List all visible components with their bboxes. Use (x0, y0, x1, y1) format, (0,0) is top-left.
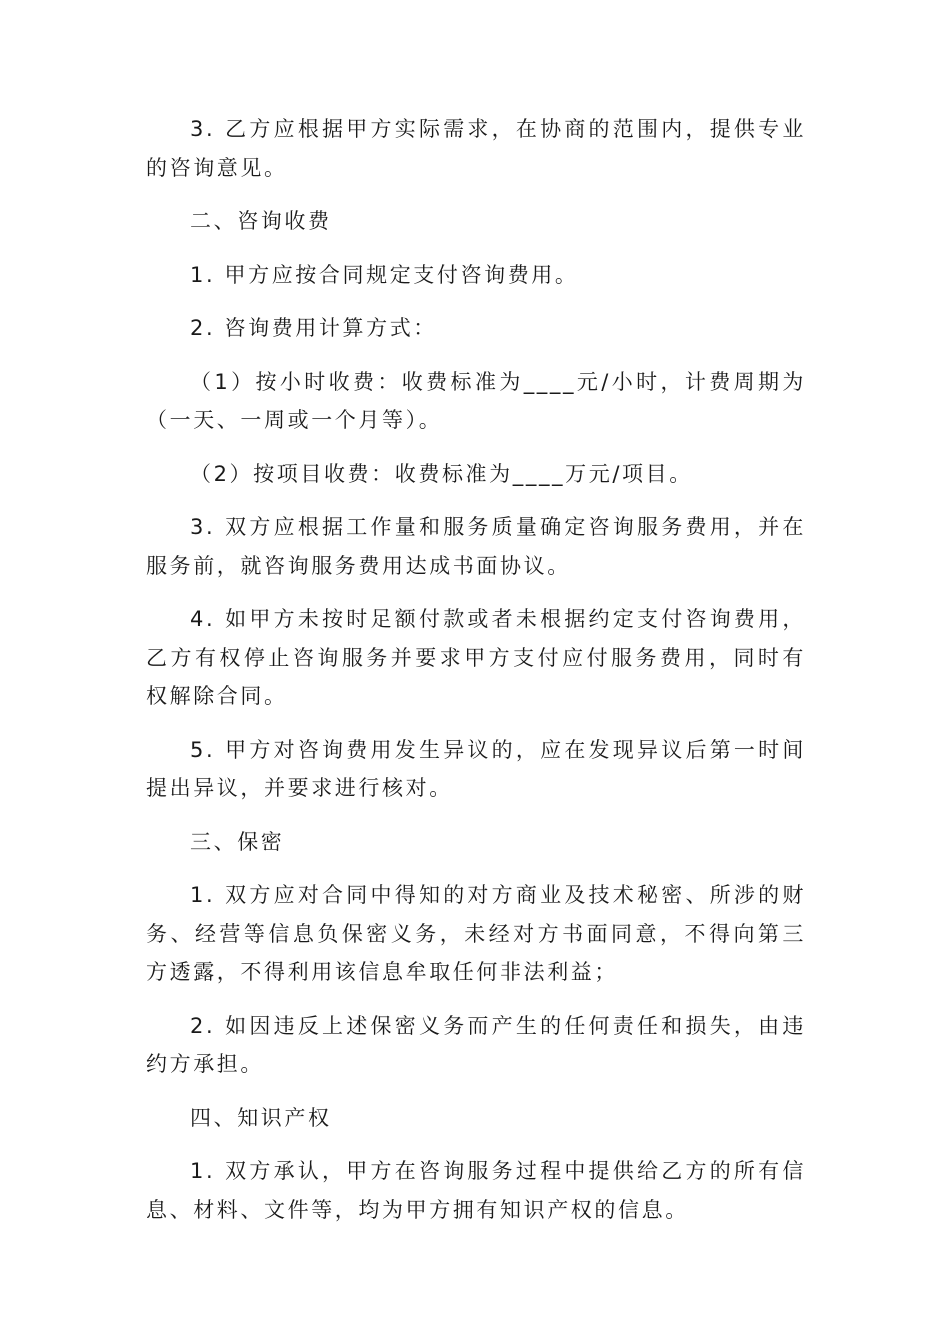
clause-paragraph: 3. 双方应根据工作量和服务质量确定咨询服务费用，并在服务前，就咨询服务费用达成书面协议。 (146, 515, 806, 578)
clause-paragraph: （1）按小时收费：收费标准为____元/小时，计费周期为（一天、一周或一个月等）。 (146, 369, 806, 432)
clause-paragraph: 5. 甲方对咨询费用发生异议的，应在发现异议后第一时间提出异议，并要求进行核对。 (146, 737, 806, 800)
clause-paragraph: 1. 甲方应按合同规定支付咨询费用。 (190, 262, 579, 287)
clause-paragraph: 4. 如甲方未按时足额付款或者未根据约定支付咨询费用，乙方有权停止咨询服务并要求甲方支付应付服务费用，同时有权解除合同。 (146, 607, 806, 708)
section-heading-confidentiality: 三、保密 (190, 829, 285, 854)
clause-paragraph: （2）按项目收费：收费标准为____万元/项目。 (190, 461, 693, 486)
clause-paragraph: 2. 咨询费用计算方式： (190, 316, 437, 340)
clause-paragraph: 1. 双方承认，甲方在咨询服务过程中提供给乙方的所有信息、材料、文件等，均为甲方拥有知识产权的信息。 (146, 1159, 806, 1222)
clause-paragraph: 1. 双方应对合同中得知的对方商业及技术秘密、所涉的财务、经营等信息负保密义务，未经对方书面同意，不得向第三方透露，不得利用该信息牟取任何非法利益； (146, 883, 806, 984)
section-heading-fees: 二、咨询收费 (190, 209, 332, 233)
clause-paragraph: 3. 乙方应根据甲方实际需求，在协商的范围内，提供专业的咨询意见。 (146, 117, 806, 180)
document-body (146, 110, 806, 1244)
section-heading-ip: 四、知识产权 (190, 1105, 332, 1130)
clause-paragraph: 2. 如因违反上述保密义务而产生的任何责任和损失，由违约方承担。 (146, 1013, 806, 1076)
